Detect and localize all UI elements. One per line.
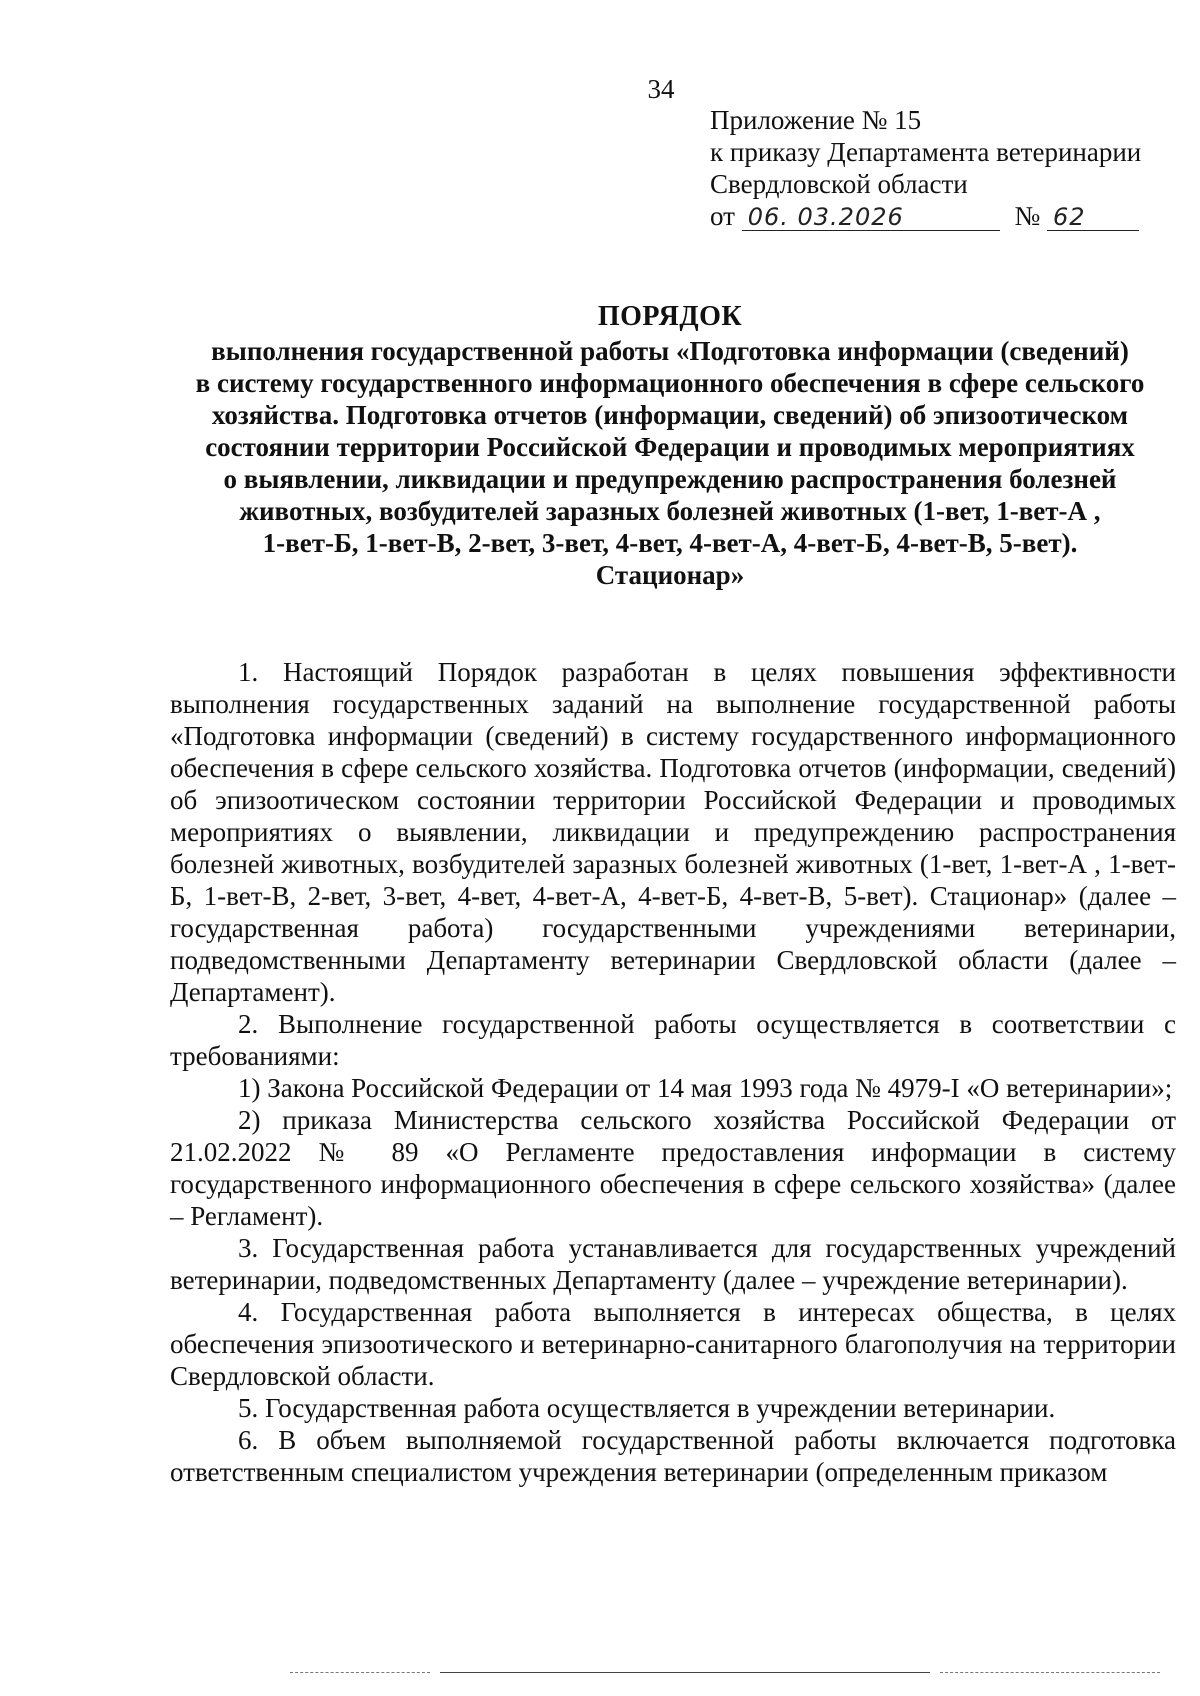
number-prefix: № [1014,201,1041,231]
paragraph-6: 6. В объем выполняемой государственной работы включается подготовка ответственным специалистом учреждения ветеринарии (определенным приказом [170,1425,1176,1487]
paragraph-1: 1. Настоящий Порядок разработан в целях повышения эффективности выполнения государственных заданий на выполнение государственной работы «Подготовка информации (сведений) в систему государственного информационного обеспечения в сфере сельского хозяйства. Подготовка отчетов (информации, сведений) об эпизоотическом состоянии территории Российской Федерации и проводимых мероприятиях о выявлении, ликвидации и предупреждению распространения болезней животных, возбудителей заразных болезней животных (1-вет, 1-вет-А , 1-вет-Б, 1-вет-В, 2-вет, 3-вет, 4-вет, 4-вет-А, 4-вет-Б, 4-вет-В, 5-вет). Стационар» (далее – государственная работа) государственными учреждениями ветеринарии, подведомственными Департаменту ветеринарии Свердловской области (далее – Департамент). [170,657,1176,1007]
annex-block [710,104,1141,232]
title-line: о выявлении, ликвидации и предупреждению распространения болезней [223,464,1117,494]
scan-edge-line [290,1672,430,1673]
date-prefix: от [710,201,735,231]
annex-date-number-line [710,200,1141,232]
paragraph-2-item-2: 2) приказа Министерства сельского хозяйства Российской Федерации от 21.02.2022 № 89 «О Регламенте предоставления информации в систему государственного информационного обеспечения в сфере сельского хозяйства» (далее – Регламент). [170,1105,1176,1231]
title-line: животных, возбудителей заразных болезней животных (1-вет, 1-вет-А , [239,496,1101,526]
document-body [170,656,1176,1488]
title-line: в систему государственного информационного обеспечения в сфере сельского [195,368,1145,398]
title-line: хозяйства. Подготовка отчетов (информации, сведений) об эпизоотическом [211,400,1129,430]
title-line: Стационар» [595,560,745,590]
paragraph-2: 2. Выполнение государственной работы осуществляется в соответствии с требованиями: [170,1009,1176,1071]
number-field [1047,203,1139,231]
document-title-block [150,301,1190,591]
annex-order-ref: к приказу Департамента ветеринарии [710,137,1142,167]
paragraph-5: 5. Государственная работа осуществляется в учреждении ветеринарии. [238,1393,1056,1423]
annex-title: Приложение № 15 [710,105,922,135]
paragraph-3: 3. Государственная работа устанавливается для государственных учреждений ветеринарии, подведомственных Департаменту (далее – учреждение ветеринарии). [170,1233,1176,1295]
page-number: 34 [647,74,675,104]
title-line: выполнения государственной работы «Подготовка информации (сведений) [211,336,1129,366]
handwritten-number: 62 [1052,203,1086,231]
handwritten-date: 06. 03.2026 [747,203,904,231]
paragraph-4: 4. Государственная работа выполняется в интересах общества, в целях обеспечения эпизоотического и ветеринарно-санитарного благополучия на территории Свердловской области. [170,1297,1176,1391]
scan-edge-line [940,1672,1160,1673]
date-field [742,203,1000,231]
title-line: состоянии территории Российской Федерации и проводимых мероприятиях [205,432,1135,462]
title-line: 1-вет-Б, 1-вет-В, 2-вет, 3-вет, 4-вет, 4-вет-А, 4-вет-Б, 4-вет-В, 5-вет). [262,528,1078,558]
scan-edge-line [440,1672,930,1673]
document-heading: ПОРЯДОК [597,301,743,332]
annex-region: Свердловской области [710,169,968,199]
paragraph-2-item-1: 1) Закона Российской Федерации от 14 мая 1993 года № 4979-I «О ветеринарии»; [238,1073,1173,1103]
